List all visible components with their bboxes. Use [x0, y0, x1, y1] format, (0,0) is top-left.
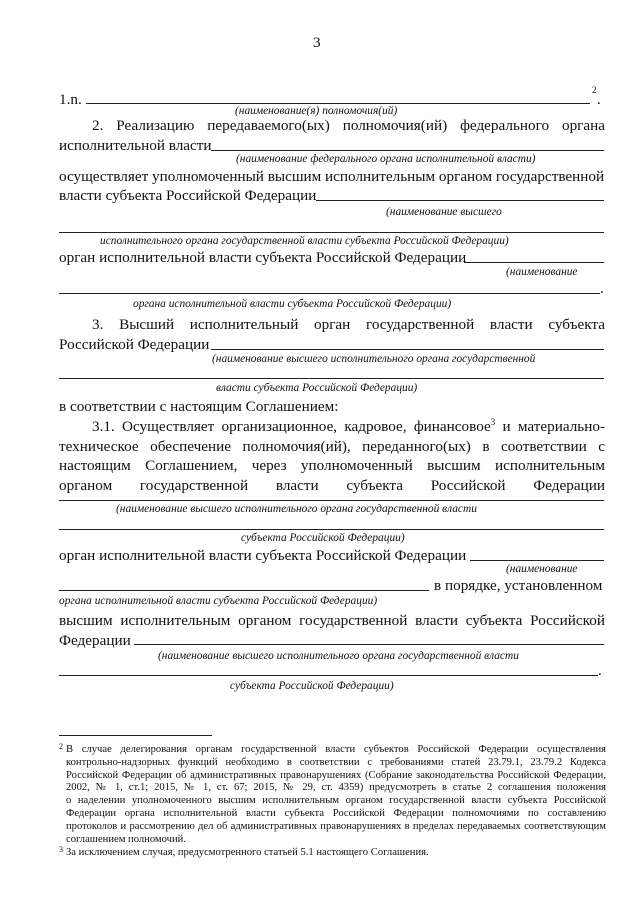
paragraph-line: орган исполнительной власти субъекта Российской Федерации — [59, 547, 467, 564]
paragraph-line: в соответствии с настоящим Соглашением: — [59, 398, 339, 415]
caption: субъекта Российской Федерации) — [241, 532, 405, 544]
caption: органа исполнительной власти субъекта Российской Федерации) — [59, 595, 378, 607]
caption: исполнительного органа государственной власти субъекта Российской Федерации) — [100, 235, 509, 247]
fill-line — [86, 103, 590, 104]
fill-line — [316, 200, 604, 201]
line-end: . — [598, 662, 602, 679]
paragraph-line: настоящим Соглашением, через уполномоченный высшим исполнительным — [59, 457, 605, 474]
fill-line — [59, 500, 604, 501]
footnote-2 — [66, 744, 606, 846]
paragraph-line: техническое обеспечение полномочия(ий), переданного(ых) в соответствии с — [59, 438, 605, 455]
fill-line — [59, 590, 429, 591]
caption: (наименование высшего исполнительного органа государственной власти — [158, 650, 519, 662]
caption: (наименование высшего исполнительного органа государственной власти — [116, 503, 477, 515]
fill-line — [59, 232, 604, 233]
paragraph-line: Российской Федерации — [59, 336, 210, 353]
paragraph-line: 3. Высший исполнительный орган государственной власти субъекта — [92, 316, 605, 333]
fill-line — [59, 378, 604, 379]
paragraph-line: в порядке, установленном — [434, 577, 603, 594]
item-number: 1.n. — [59, 91, 82, 108]
footnote-line: протоколов и рассмотрению дел об административных правонарушениях в пределах передаваемых соответствующим — [66, 820, 606, 832]
footnote-line: В случае делегирования органам государственной власти субъектов Российской Федерации осуществления — [66, 744, 606, 755]
footnote-line: Российской Федерации об административных правонарушениях (Собрание законодательства Российской Федерации, — [66, 769, 606, 781]
paragraph-line: осуществляет уполномоченный высшим исполнительным органом государственной — [59, 168, 605, 185]
paragraph-line: исполнительной власти — [59, 137, 212, 154]
footnote-mark: 3 — [59, 845, 63, 854]
text-part: и материально- — [495, 418, 605, 435]
caption: субъекта Российской Федерации) — [230, 680, 394, 692]
caption: органа исполнительной власти субъекта Российской Федерации) — [133, 298, 452, 310]
fill-line — [134, 644, 604, 645]
fill-line — [59, 293, 600, 294]
footnote-separator — [59, 735, 212, 736]
fill-line — [211, 150, 604, 151]
fill-line — [59, 529, 604, 530]
footnote-3: За исключением случая, предусмотренного статьей 5.1 настоящего Соглашения. — [66, 847, 429, 858]
line-end: . — [600, 280, 604, 297]
footnote-line: 2002, № 1, ст.1; 2015, № 1, ст. 67; 2015, № 29, ст. 4359) предусмотреть в статье 2 соглашения положения — [66, 782, 606, 794]
paragraph-line: органом государственной власти субъекта Российской Федерации — [59, 477, 605, 494]
footnote-ref: 3 — [490, 416, 496, 427]
footnote-ref: 2 — [592, 85, 597, 95]
fill-line — [211, 349, 604, 350]
footnote-mark: 2 — [59, 742, 63, 751]
caption: (наименование высшего — [386, 206, 502, 218]
line-end: . — [597, 91, 601, 108]
caption: (наименование высшего исполнительного органа государственной — [212, 353, 536, 365]
text-part: 3.1. Осуществляет организационное, кадровое, финансовое — [92, 418, 491, 435]
caption: (наименование — [506, 563, 578, 575]
caption: (наименование — [506, 266, 578, 278]
fill-line — [464, 262, 604, 263]
footnote-line: Федерации органа исполнительной власти субъекта Российской Федерации полномочиями по составлению — [66, 807, 606, 819]
footnote-line: о наделении уполномоченного высшим исполнительным органом государственной власти субъекта Российской — [66, 795, 606, 807]
page-number: 3 — [313, 34, 321, 51]
paragraph-line: 2. Реализацию передаваемого(ых) полномочия(ий) федерального органа — [92, 117, 605, 134]
fill-line — [59, 675, 598, 676]
paragraph-line: власти субъекта Российской Федерации — [59, 187, 317, 204]
caption: власти субъекта Российской Федерации) — [216, 382, 418, 394]
footnote-line: соглашением полномочий. — [66, 833, 186, 845]
caption: (наименование федерального органа исполнительной власти) — [236, 153, 536, 165]
paragraph-line — [59, 418, 605, 436]
fill-line — [470, 560, 604, 561]
caption: (наименование(я) полномочия(ий) — [235, 105, 398, 117]
paragraph-line: орган исполнительной власти субъекта Российской Федерации — [59, 249, 467, 266]
paragraph-line: Федерации — [59, 632, 131, 649]
paragraph-line: высшим исполнительным органом государственной власти субъекта Российской — [59, 612, 605, 629]
footnote-line: контрольно-надзорных функций необходимо в соответствии с требованиями статей 23.79.1, 23.79.2 Кодекса — [66, 756, 606, 768]
